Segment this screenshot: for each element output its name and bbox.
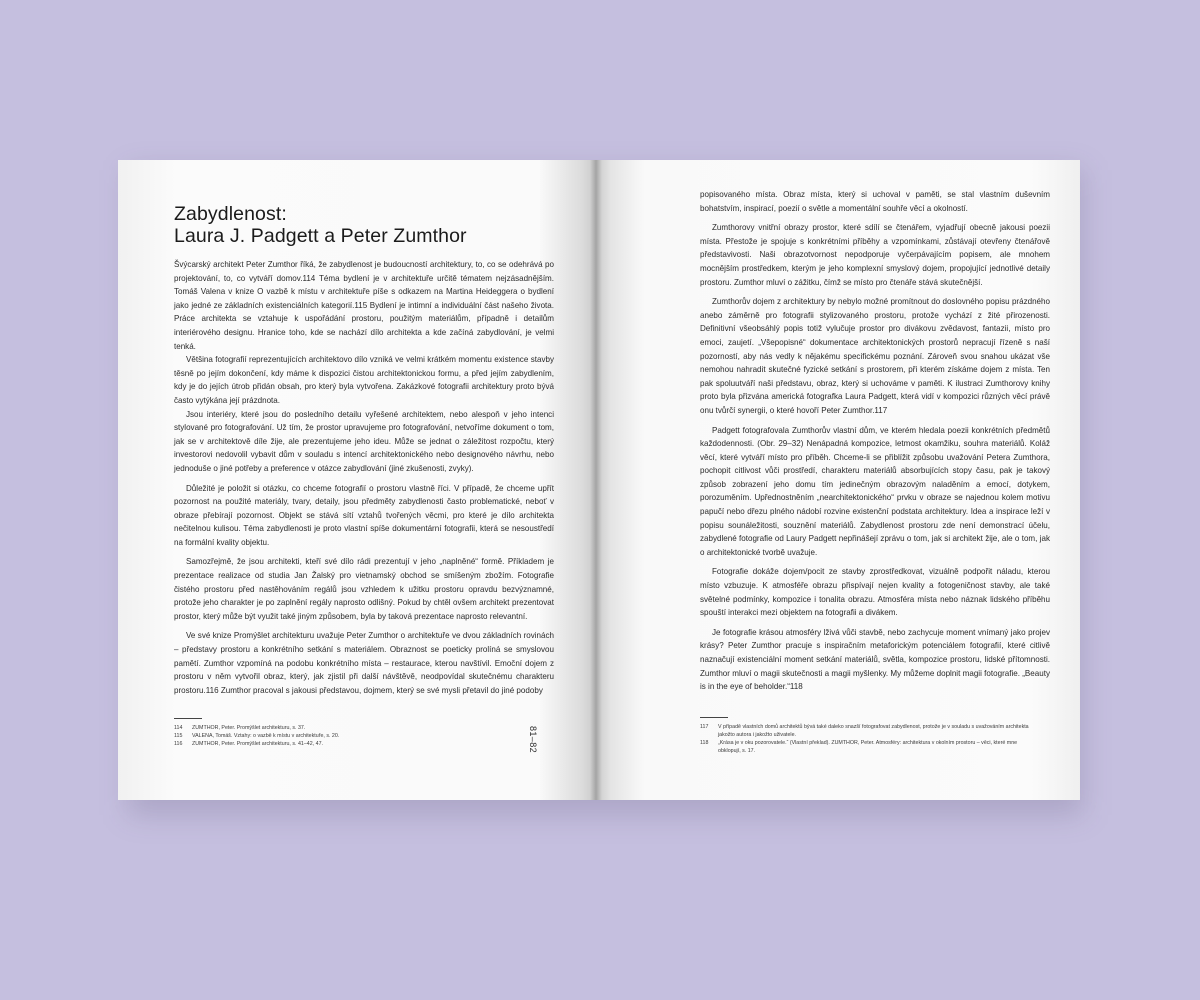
paragraph: Jsou interiéry, které jsou do posledního detailu vyřešené architektem, nebo alespoň v jeho intenci stylované pro fotografování. Už tím, že prostor upravujeme pro fotografování, netvoříme dokument o tom, jak se v architektově díle žije, ale prezentujeme jeho ideu. Může se jednat o záležitost rozpočtu, který investorovi nedovolil vybavit dům v souladu s intencí architektonického nebo designového návrhu, nebo jednoduše o jiné potřeby a preference v otázce zabydlování (jiné zkušenosti, zvyky).	[174, 409, 554, 473]
heading-line-2: Laura J. Padgett a Peter Zumthor	[174, 225, 467, 247]
left-body-text	[174, 258, 554, 697]
left-footnotes	[174, 718, 504, 748]
chapter-heading	[174, 203, 554, 247]
footnote-number: 116	[174, 741, 183, 747]
left-page	[118, 160, 596, 800]
footnote-rule	[174, 718, 202, 719]
paragraph: Většina fotografií reprezentujících architektovo dílo vzniká ve velmi krátkém momentu existence stavby těsně po jejím dokončení, kdy máme k dispozici čistou architektonickou formu, a před jejím zabydlením, kdy je do jejích útrob přidán obsah, pro který byla vytvořena. Zakázkové fotografii architektury proto bývá často vytýkána její prázdnota.	[174, 355, 554, 405]
paragraph: Zumthorův dojem z architektury by nebylo možné promítnout do doslovného popisu prázdného anebo záměrně pro fotografii stylizovaného prostoru, protože vychází z žité přirozenosti. Definitivní všeobsáhlý popis totiž vylučuje prostor pro divákovu zvědavost, fantazii, místo pro emoci, zaujetí. „Všepopisné“ dokumentace architektonických prostorů nepracují řízeně s naší pozorností, aby nás vedly k nějakému specifickému poznání. Zároveň svou snahou ukázat vše nemohou nahradit skutečné fyzické setkání s prostorem, při kterém získáme dojem z místa. Ten pak spoluutváří naši představu, obraz, který si uchováme v paměti. K ilustraci Zumthorovy knihy proto byla přizvána americká fotografka Laura Padgett, která vidí v kompozici různých věcí právě onu tvůrčí synergii, o které hovoří Peter Zumthor.117	[700, 297, 1050, 415]
heading-line-1: Zabydlenost:	[174, 203, 287, 225]
paragraph: Samozřejmě, že jsou architekti, kteří své dílo rádi prezentují v jeho „naplněné“ formě. Příkladem je prezentace realizace od studia Jan Žalský pro vietnamský obchod se smíšeným zbožím. Fotografie čistého prostoru před nastěhováním regálů jsou vzhledem k užitku prostoru opravdu bezvýznamné, protože jeho charakter je po zaplnění regály naprosto odlišný. Pokud by chtěl ovšem architekt prezentovat prostor, který může být využit také jiným způsobem, byla by taková prezentace naprosto relevantní.	[174, 557, 554, 621]
right-footnotes	[700, 717, 1040, 755]
footnote	[700, 739, 1040, 755]
footnote	[700, 723, 1040, 739]
footnote	[174, 732, 504, 740]
footnote-text: ZUMTHOR, Peter. Promýšlet architekturu, s. 41–42, 47.	[192, 741, 323, 747]
right-body-text	[700, 188, 1050, 694]
right-page	[596, 160, 1080, 800]
footnote	[174, 724, 504, 732]
paragraph: Důležité je položit si otázku, co chceme fotografií o prostoru vlastně říci. V případě, že chceme upřít pozornost na použité materiály, tvary, detaily, jsou předměty zabydlenosti často problematické, neboť v obraze přebírají pozornost. Objekt se stává sítí vztahů tvořených věcmi, pro které je dílo architekta nečitelnou kulisou. Téma zabydlenosti je proto vlastní spíše dokumentární fotografii, která se nesoustředí na formální kvality objektu.	[174, 483, 554, 547]
footnote-text: „Krása je v oku pozorovatele.“ (Vlastní překlad). ZUMTHOR, Peter. Atmosféry: architektura v okolním prostoru – věci, které mne obklopují, s. 17.	[718, 740, 1018, 754]
footnote-text: ZUMTHOR, Peter. Promýšlet architekturu, s. 37.	[192, 725, 306, 731]
paragraph: Je fotografie krásou atmosféry lživá vůči stavbě, nebo zachycuje moment vnímaný jako projev krásy? Peter Zumthor pracuje s inspiračním metaforickým potenciálem fotografií, které citlivě naznačují existenciální moment setkání materiálů, světla, kompozice prostoru, lidské přítomnosti. Zumthor mluví o magii skutečnosti a magii myšlenky. My můžeme doplnit magii fotografie. „Beauty is in the eye of beholder.“118	[700, 627, 1050, 692]
book-gutter	[590, 160, 602, 800]
paragraph: Fotografie dokáže dojem/pocit ze stavby zprostředkovat, vizuálně podpořit náladu, kterou místo vzbuzuje. K atmosféře obrazu přispívají nejen kvality a fotogeničnost stavby, ale také světelné podmínky, kompozice i tonalita obrazu. Atmosféra místa nebo náznak lidského příběhu spouští interakci mezi objektem na fotografii a divákem.	[700, 567, 1050, 618]
footnote-number: 118	[700, 740, 709, 746]
paragraph: Švýcarský architekt Peter Zumthor říká, že zabydlenost je budoucností architektury, to, co se odehrává po projektování, to, co vytváří domov.114 Téma bydlení je v architektuře určitě tématem nejzásadnějším. Tomáš Valena v knize O vazbě k místu v architektuře píše s odkazem na Martina Heideggera o bydlení jako jedné ze základních existenciálních kategorií.115 Bydlení je intimní a individuální část našeho života. Práce architekta se vztahuje k uspořádání prostoru, použitým materiálům, případně i detailům interiérového designu. Hranice toho, kde se nachází dílo architekta a kde začíná zabydlování, je velmi tenká.	[174, 260, 554, 351]
paragraph: Padgett fotografovala Zumthorův vlastní dům, ve kterém hledala poezii konkrétních předmětů každodennosti. (Obr. 29–32) Nenápadná kompozice, letmost okamžiku, souhra materiálů. Koláž věcí, které vytváří místo pro příběh. Chceme-li se přiblížit způsobu uvažování Petera Zumthora, pochopit citlivost vůči prostředí, charakteru materiálů absorbujících stopy času, pak je takový způsob zobrazení jeho domu tím jedinečným obrazovým naladěním a emocí, dotykem, porozuměním. Upřednostněním „nearchitektonického“ prvku v obraze se najednou kolem motivu papučí nebo dřezu plného nádobí rozvine existenční podstata architektury. Idea a inspirace leží v popisu sounáležitosti, souznění materiálů. Zabydlenost prostoru zde není demonstrací účelu, zabydlené fotografie od Laury Padgett nepřinášejí zprávu o tom, jak si architekt žije, ale o tom, jak o architektonické tvorbě uvažuje.	[700, 425, 1050, 557]
paragraph: Zumthorovy vnitřní obrazy prostor, které sdílí se čtenářem, vyjadřují obecně jakousi poezii místa. Přestože je spojuje s konkrétními příběhy a vzpomínkami, zůstávají otevřeny čtenářově představivosti. Naši obrazotvornost nepodporuje vyčerpávajícím popisem, ale mnohem mocnějším prostředkem, kterým je jeho komplexní smyslový dojem, propojující jednotlivé detaily prostoru. Zumthor mluví o zážitku, čímž se místo pro čtenáře stává skutečnější.	[700, 223, 1050, 287]
footnote-text: VALENA, Tomáš. Vztahy: o vazbě k místu v architektuře, s. 20.	[192, 733, 340, 739]
footnote-rule	[700, 717, 728, 718]
paragraph: popisovaného místa. Obraz místa, který si uchoval v paměti, se stal vlastním duševním bohatstvím, inspirací, poezií o světle a momentální souhře věcí a okolností.	[700, 190, 1050, 213]
footnote-text: V případě vlastních domů architektů bývá také daleko snazší fotografovat zabydlenost, protože je v souladu s uvažováním architekta jakožto autora i jakožto uživatele.	[718, 724, 1029, 738]
page-number: 81–82	[528, 726, 538, 754]
footnote	[174, 740, 504, 748]
paragraph: Ve své knize Promýšlet architekturu uvažuje Peter Zumthor o architektuře ve dvou základních rovinách – představy prostoru a konkrétního setkání s materiálem. Obraznost se poeticky prolíná se smyslovou pamětí. Zumthor vzpomíná na podobu konkrétního místa – restaurace, kterou navštívil. Emoční dojem z prostoru v něm vytvořil obraz, který, jak zjistil při další návštěvě, neodpovídal skutečnému charakteru prostoru.116 Zumthor pracoval s jakousi představou, dojmem, který se své mysli přetavil do jiné podoby	[174, 631, 554, 695]
footnote-number: 117	[700, 724, 709, 730]
footnote-number: 114	[174, 725, 183, 731]
footnote-number: 115	[174, 733, 183, 739]
